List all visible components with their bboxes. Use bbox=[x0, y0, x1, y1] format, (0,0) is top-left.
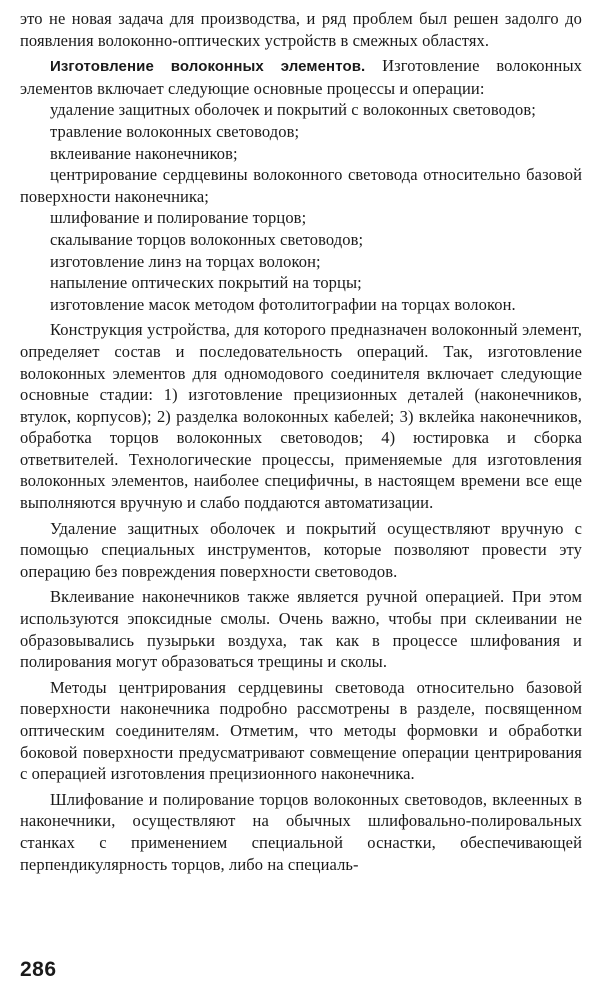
list-item: изготовление линз на торцах волокон; bbox=[50, 251, 321, 271]
list-item: напыление оптических покрытий на торцы; bbox=[50, 273, 362, 293]
run-in-heading: Изготовление волоконных элементов. bbox=[50, 58, 366, 76]
paragraph-grinding-polishing: Шлифование и полирование торцов волоконных световодов, вклеенных в наконечники, осуществляют на обычных шлифовально-полировальных станках с применением специальной оснастки, обеспечивающей перпендикулярность торцов, либо на специаль- bbox=[20, 789, 582, 874]
paragraph-core-centering: Методы центрирования сердцевины световода относительно базовой поверхности наконечника подробно рассмотрены в разделе, посвященном оптическим соединителям. Отметим, что методы формовки и обработки боковой поверхности предусматривают совмещение операции центрирования с операцией изготовления прецизионного наконечника. bbox=[20, 677, 582, 784]
list-item: центрирование сердцевины волоконного световода относительно базовой поверхности наконечника; bbox=[20, 165, 582, 206]
paragraph-device-construction: Конструкция устройства, для которого предназначен волоконный элемент, определяет состав и последовательность операций. Так, изготовление волоконных элементов для одномодового соединителя включает следующие основные стадии: 1) изготовление прецизионных деталей (наконечников, втулок, корпусов); 2) разделка волоконных кабелей; 3) вклейка наконечников, обработка торцов волоконных световодов; 4) юстировка и сборка ответвителей. Технологические процессы, применяемые для изготовления волоконных элементов, наиболее специфичны, в настоящем времени все еще выполняются вручную и слабо поддаются автоматизации. bbox=[20, 320, 582, 513]
list-item: изготовление масок методом фотолитографии на торцах волокон. bbox=[50, 294, 516, 314]
list-item: вклеивание наконечников; bbox=[50, 143, 238, 163]
list-item: удаление защитных оболочек и покрытий с волоконных световодов; bbox=[50, 100, 536, 120]
body-text bbox=[20, 8, 582, 879]
list-item: шлифование и полирование торцов; bbox=[50, 208, 307, 228]
process-list bbox=[20, 99, 582, 315]
list-item: травление волоконных световодов; bbox=[50, 121, 300, 141]
paragraph-continuation: это не новая задача для производства, и ряд проблем был решен задолго до появления волоконно-оптических устройств в смежных областях. bbox=[20, 9, 582, 50]
list-item: скалывание торцов волоконных световодов; bbox=[50, 229, 364, 249]
paragraph-coating-removal: Удаление защитных оболочек и покрытий осуществляют вручную с помощью специальных инструментов, которые позволяют провести эту операцию без повреждения поверхности световодов. bbox=[20, 518, 582, 581]
paragraph-ferrule-gluing: Вклеивание наконечников также является ручной операцией. При этом используются эпоксидные смолы. Очень важно, чтобы при склеивании не образовывались пузырьки воздуха, так как в процессе шлифования и полирования могут образоваться трещины и сколы. bbox=[20, 587, 582, 672]
page-number: 286 bbox=[20, 958, 57, 981]
paragraph-fiber-elements-text: Изготовление волоконных элементов включает следующие основные процессы и операции: bbox=[20, 56, 582, 98]
paragraph-fiber-elements bbox=[20, 55, 582, 99]
